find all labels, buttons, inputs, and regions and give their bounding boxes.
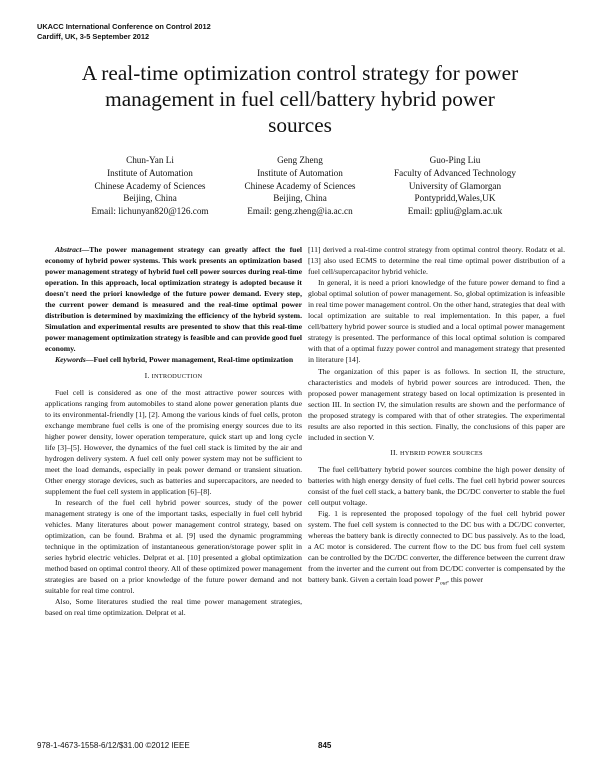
section-heading-hybrid: [308, 447, 565, 460]
author-block-2: [210, 154, 390, 218]
abstract: [45, 244, 302, 354]
page-number: 845: [318, 741, 332, 750]
paragraph-hybrid-2-text: Fig. 1 is represented the proposed topology of the fuel cell hybrid power system. The fuel cell system is connected to the DC bus with a DC/DC converter, whereas the battery bank is directly connected to DC bus passively. As to the load, a AC motor is considered. The current flow to the DC bus from fuel cell system can be controlled by the DC/DC converter, the difference between the current draw from the inverter and the current out from DC/DC converter is compensated by the battery bank. Given a certain load power: [308, 509, 565, 585]
paragraph-right-2: In general, it is need a priori knowledge of the future power demand to find a global optimal solution of power management. So, global optimization is infeasible in real time power management control. On the other hand, strategies that deal with local optimization are suitable to real implementation. In this paper, a fuel cell/battery hybrid power source is studied and a local optimal power management strategy is presented. The performance of this local optimal solution is compared with that of a optimal fuzzy power control and management strategy that presented in literature [14].: [308, 278, 565, 365]
title-line-2: management in fuel cell/battery hybrid power: [105, 87, 495, 111]
author-city: Beijing, China: [123, 193, 177, 204]
section-number: II.: [390, 447, 400, 457]
conference-location: Cardiff, UK, 3-5 September 2012: [37, 32, 150, 41]
paragraph-intro-1: Fuel cell is considered as one of the most attractive power sources with applications ranging from automobiles to stand alone power generation plants due to its environmental-friendly [1], [2]. Among the various kinds of fuel cells, proton exchange membrane fuel cells is one of the promising energy sources due to its higher power density, lower operation temperature, quick start up and long cycle life [3]–[5]. However, the dynamics of the fuel cell stack is limited by the air and hydrogen delivery system. A fuel cell only power system may not be sufficient to meet the load demands, especially in peak power demand or transient situation. Other energy storage devices, such as batteries and supercapacitors, are needed to supplement the fuel cell system in application [6]–[8].: [45, 387, 302, 496]
paragraph-hybrid-2: [308, 508, 565, 590]
author-email: Email: lichunyan820@126.com: [91, 206, 209, 217]
author-city: Pontypridd,Wales,UK: [414, 193, 496, 204]
title-line-3: sources: [268, 113, 332, 137]
title-line-1: A real-time optimization control strategy for power: [81, 61, 519, 85]
author-block-3: [365, 154, 545, 218]
conference-header: [37, 22, 211, 42]
author-affiliation: Institute of Automation: [107, 167, 193, 178]
abstract-text: —The power management strategy can greatly affect the fuel economy of hybrid power systems. This work presents an optimization based power management strategy of hybrid fuel cell power sources during real-time operation. In this approach, local optimization strategy is adopted because it doesn't need the priori knowledge of the future power demand. Every step, the current power demand is measured and the real-time optimal power distribution is determined by maximizing the efficiency of the hybrid system. Simulation and experimental results are presented to show that this real-time power management optimization strategy is feasible and can provide good fuel economy.: [45, 245, 302, 354]
author-affiliation: Faculty of Advanced Technology: [394, 167, 516, 178]
author-organization: Chinese Academy of Sciences: [94, 180, 206, 191]
paragraph-intro-2: In research of the fuel cell hybrid power sources, study of the power management strategy is one of the important tasks, especially in fuel cell hybrid vehicles. Many literatures about power management control strategy, based on optimization, can be found. Brahma et al. [9] used the dynamic programming technique in the optimization of instantaneous generation/storage power split in series hybrid electric vehicles. Delprat et al. [10] presented a global optimization method based on optimal control theory. All of these optimized power management strategies are based on a prior knowledge of the future power demand and not suitable for real time control.: [45, 497, 302, 596]
section-number: I.: [144, 370, 152, 380]
section-title: INTRODUCTION: [151, 372, 203, 380]
conference-name: UKACC International Conference on Control 2012: [37, 22, 211, 31]
footer-isbn: 978-1-4673-1558-6/12/$31.00 ©2012 IEEE: [37, 741, 190, 750]
paragraph-right-3: The organization of this paper is as follows. In section II, the structure, characteristics and models of hybrid power sources are introduced. Then, the proposed power management strategy based on local optimization is presented in section III. In section IV, the simulation results are shown and the performance of the proposed strategy is compared with that of other strategies. The experimental results are also reported in this section. Finally, the conclusions of this paper are included in section V.: [308, 366, 565, 442]
paper-title: [40, 60, 560, 138]
paragraph-hybrid-2-end: , this power: [446, 575, 484, 585]
symbol-p: P: [435, 575, 440, 585]
keywords: [45, 354, 302, 365]
author-city: Beijing, China: [273, 193, 327, 204]
section-title: HYBRID POWER SOURCES: [399, 449, 483, 457]
symbol-p-out: [435, 575, 447, 587]
paragraph-intro-3: Also, Some literatures studied the real time power management strategies, based on real time optimization. Delprat et al.: [45, 597, 302, 618]
author-name: Guo-Ping Liu: [429, 155, 481, 165]
author-affiliation: Institute of Automation: [257, 167, 343, 178]
paragraph-hybrid-1: The fuel cell/battery hybrid power sources combine the high power density of batteries with high energy density of fuel cells. The fuel cell hybrid power sources consist of the fuel cell stack, a battery bank, the DC/DC converter to stable the fuel cell output voltage.: [308, 464, 565, 507]
author-email: Email: geng.zheng@ia.ac.cn: [247, 206, 353, 217]
right-column: [308, 244, 565, 590]
symbol-subscript: out: [439, 580, 447, 587]
author-email: Email: gpliu@glam.ac.uk: [407, 206, 503, 217]
abstract-label: Abstract: [55, 245, 82, 254]
keywords-text: —Fuel cell hybrid, Power management, Real-time optimization: [85, 355, 294, 365]
author-name: Chun-Yan Li: [126, 155, 174, 165]
section-heading-introduction: [45, 370, 302, 383]
left-column: [45, 244, 302, 619]
paragraph-right-1: [11] derived a real-time control strategy from optimal control theory. Rodatz et al. [13] also used ECMS to determine the real time optimal power distribution of a fuel cell/supercapacitor hybrid vehicle.: [308, 245, 565, 277]
author-organization: University of Glamorgan: [408, 180, 502, 191]
keywords-label: Keywords: [55, 355, 86, 365]
author-name: Geng Zheng: [277, 155, 323, 165]
author-organization: Chinese Academy of Sciences: [244, 180, 356, 191]
